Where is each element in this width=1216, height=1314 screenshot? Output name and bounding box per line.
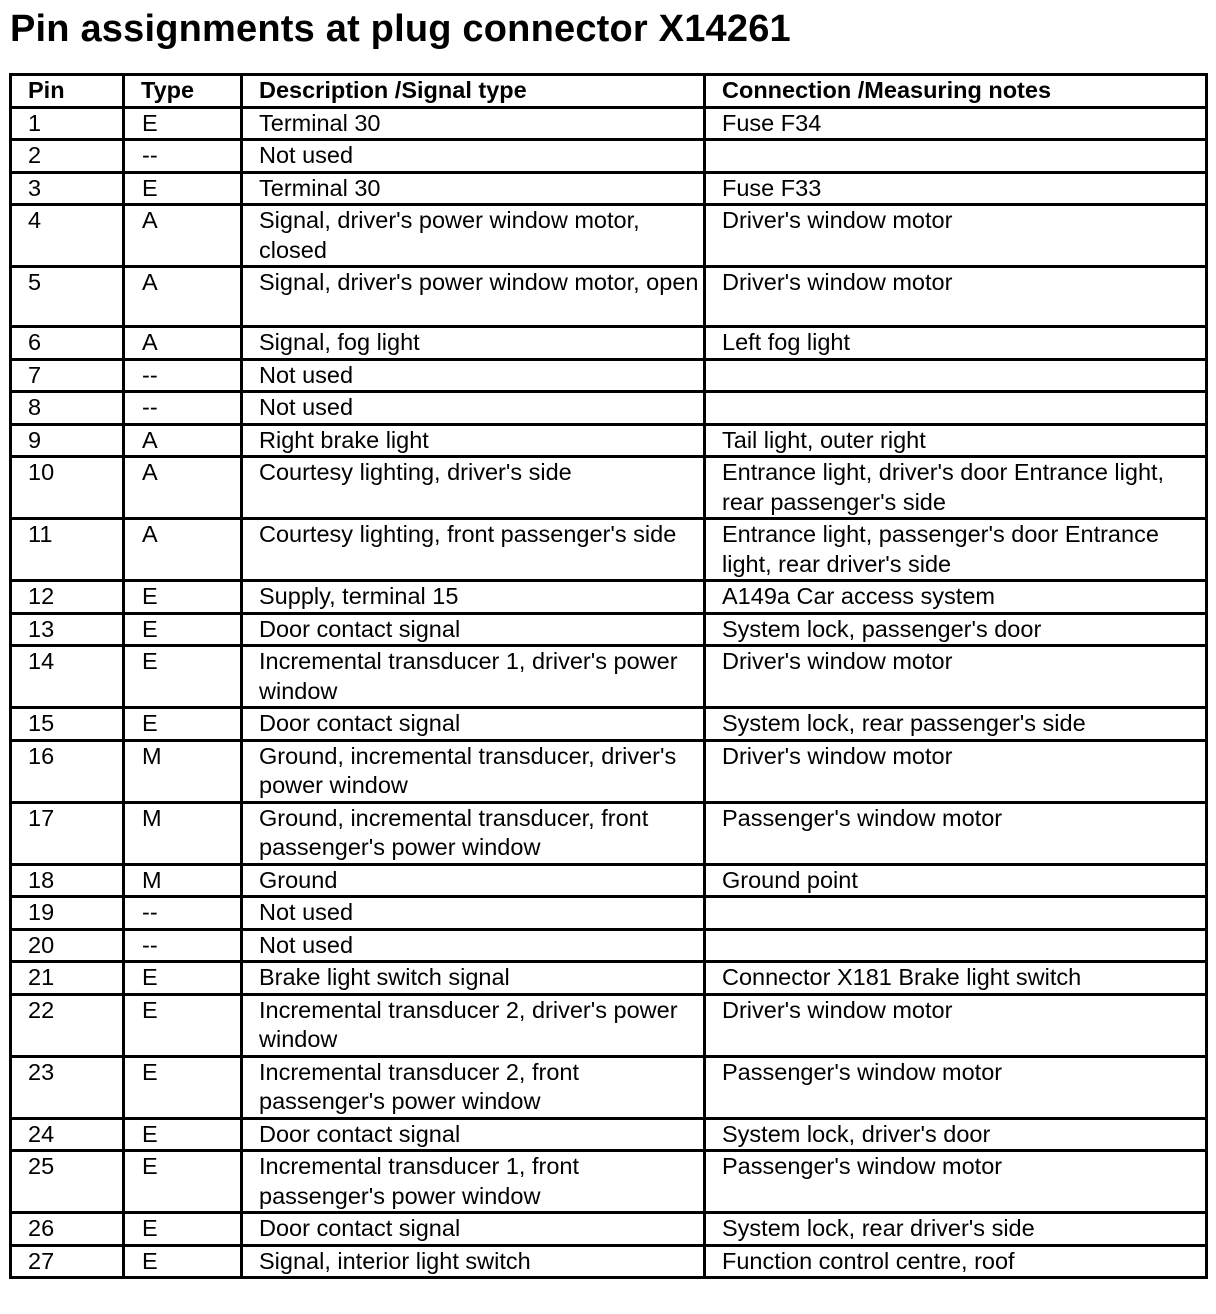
cell-type: M — [124, 864, 242, 897]
cell-type: E — [124, 962, 242, 995]
cell-pin: 1 — [11, 107, 124, 140]
table-row — [11, 107, 1207, 140]
cell-description: Right brake light — [242, 424, 705, 457]
cell-connection: Passenger's window motor — [705, 1056, 1207, 1118]
cell-type: M — [124, 740, 242, 802]
cell-description: Door contact signal — [242, 1118, 705, 1151]
cell-pin: 6 — [11, 327, 124, 360]
table-row — [11, 708, 1207, 741]
cell-description: Signal, fog light — [242, 327, 705, 360]
cell-type: E — [124, 107, 242, 140]
cell-pin: 8 — [11, 392, 124, 425]
cell-connection: Passenger's window motor — [705, 802, 1207, 864]
cell-pin: 3 — [11, 172, 124, 205]
pin-assignment-table — [9, 73, 1208, 1279]
table-row — [11, 581, 1207, 614]
cell-type: E — [124, 646, 242, 708]
cell-type: -- — [124, 897, 242, 930]
cell-type: A — [124, 457, 242, 519]
cell-type: -- — [124, 929, 242, 962]
cell-description: Incremental transducer 2, driver's power window — [242, 994, 705, 1056]
column-header-connection: Connection /Measuring notes — [705, 75, 1207, 108]
cell-description: Not used — [242, 359, 705, 392]
cell-connection: Fuse F34 — [705, 107, 1207, 140]
cell-connection: Driver's window motor — [705, 740, 1207, 802]
table-row — [11, 327, 1207, 360]
table-row — [11, 140, 1207, 173]
cell-description: Door contact signal — [242, 708, 705, 741]
cell-connection: Function control centre, roof — [705, 1245, 1207, 1278]
cell-description: Incremental transducer 1, driver's power window — [242, 646, 705, 708]
cell-pin: 27 — [11, 1245, 124, 1278]
cell-connection: Tail light, outer right — [705, 424, 1207, 457]
table-body — [11, 107, 1207, 1278]
table-row — [11, 740, 1207, 802]
table-row — [11, 613, 1207, 646]
table-row — [11, 457, 1207, 519]
cell-type: E — [124, 1118, 242, 1151]
cell-description: Ground, incremental transducer, driver's power window — [242, 740, 705, 802]
cell-pin: 5 — [11, 267, 124, 327]
cell-description: Not used — [242, 392, 705, 425]
cell-connection — [705, 359, 1207, 392]
cell-type: A — [124, 519, 242, 581]
table-row — [11, 802, 1207, 864]
cell-pin: 4 — [11, 205, 124, 267]
cell-description: Supply, terminal 15 — [242, 581, 705, 614]
cell-description: Door contact signal — [242, 613, 705, 646]
table-row — [11, 359, 1207, 392]
cell-connection: Entrance light, passenger's door Entrance light, rear driver's side — [705, 519, 1207, 581]
cell-connection: Connector X181 Brake light switch — [705, 962, 1207, 995]
table-row — [11, 864, 1207, 897]
page-title: Pin assignments at plug connector X14261 — [10, 8, 791, 50]
cell-connection: Driver's window motor — [705, 267, 1207, 327]
table-row — [11, 897, 1207, 930]
cell-pin: 16 — [11, 740, 124, 802]
cell-type: A — [124, 267, 242, 327]
cell-description: Not used — [242, 140, 705, 173]
cell-type: -- — [124, 392, 242, 425]
cell-connection — [705, 392, 1207, 425]
cell-type: E — [124, 581, 242, 614]
cell-type: E — [124, 994, 242, 1056]
cell-type: -- — [124, 140, 242, 173]
cell-connection: System lock, rear driver's side — [705, 1213, 1207, 1246]
cell-pin: 7 — [11, 359, 124, 392]
cell-description: Door contact signal — [242, 1213, 705, 1246]
cell-type: M — [124, 802, 242, 864]
cell-type: E — [124, 613, 242, 646]
cell-description: Ground, incremental transducer, front passenger's power window — [242, 802, 705, 864]
cell-type: A — [124, 205, 242, 267]
cell-pin: 23 — [11, 1056, 124, 1118]
cell-connection: Driver's window motor — [705, 994, 1207, 1056]
cell-pin: 17 — [11, 802, 124, 864]
table-row — [11, 205, 1207, 267]
cell-description: Ground — [242, 864, 705, 897]
cell-connection: Entrance light, driver's door Entrance light, rear passenger's side — [705, 457, 1207, 519]
cell-type: A — [124, 327, 242, 360]
cell-type: A — [124, 424, 242, 457]
column-header-description: Description /Signal type — [242, 75, 705, 108]
cell-type: E — [124, 172, 242, 205]
column-header-type: Type — [124, 75, 242, 108]
cell-pin: 10 — [11, 457, 124, 519]
cell-pin: 14 — [11, 646, 124, 708]
cell-pin: 20 — [11, 929, 124, 962]
cell-description: Not used — [242, 897, 705, 930]
cell-description: Incremental transducer 2, front passenger's power window — [242, 1056, 705, 1118]
cell-description: Terminal 30 — [242, 172, 705, 205]
table-header-row — [11, 75, 1207, 108]
cell-connection — [705, 140, 1207, 173]
cell-description: Signal, driver's power window motor, closed — [242, 205, 705, 267]
cell-pin: 19 — [11, 897, 124, 930]
cell-description: Terminal 30 — [242, 107, 705, 140]
cell-connection: System lock, driver's door — [705, 1118, 1207, 1151]
cell-type: -- — [124, 359, 242, 392]
cell-connection: Passenger's window motor — [705, 1151, 1207, 1213]
cell-connection: Driver's window motor — [705, 646, 1207, 708]
table-row — [11, 929, 1207, 962]
table-row — [11, 1056, 1207, 1118]
cell-pin: 15 — [11, 708, 124, 741]
cell-pin: 12 — [11, 581, 124, 614]
table-row — [11, 962, 1207, 995]
table-row — [11, 1245, 1207, 1278]
table-row — [11, 1213, 1207, 1246]
cell-pin: 9 — [11, 424, 124, 457]
table-row — [11, 519, 1207, 581]
cell-type: E — [124, 1056, 242, 1118]
cell-description: Signal, interior light switch — [242, 1245, 705, 1278]
table-row — [11, 1151, 1207, 1213]
cell-type: E — [124, 1213, 242, 1246]
column-header-pin: Pin — [11, 75, 124, 108]
cell-pin: 26 — [11, 1213, 124, 1246]
table-row — [11, 424, 1207, 457]
table-row — [11, 1118, 1207, 1151]
cell-pin: 18 — [11, 864, 124, 897]
cell-description: Brake light switch signal — [242, 962, 705, 995]
cell-connection: Driver's window motor — [705, 205, 1207, 267]
cell-description: Signal, driver's power window motor, open — [242, 267, 705, 327]
cell-description: Courtesy lighting, front passenger's side — [242, 519, 705, 581]
cell-connection — [705, 929, 1207, 962]
table-row — [11, 646, 1207, 708]
cell-pin: 25 — [11, 1151, 124, 1213]
cell-connection: System lock, rear passenger's side — [705, 708, 1207, 741]
cell-description: Courtesy lighting, driver's side — [242, 457, 705, 519]
table-row — [11, 994, 1207, 1056]
cell-type: E — [124, 1245, 242, 1278]
cell-pin: 11 — [11, 519, 124, 581]
cell-description: Not used — [242, 929, 705, 962]
table-row — [11, 392, 1207, 425]
cell-type: E — [124, 708, 242, 741]
cell-pin: 2 — [11, 140, 124, 173]
cell-description: Incremental transducer 1, front passenger's power window — [242, 1151, 705, 1213]
cell-connection: A149a Car access system — [705, 581, 1207, 614]
cell-pin: 21 — [11, 962, 124, 995]
cell-connection: System lock, passenger's door — [705, 613, 1207, 646]
cell-connection: Left fog light — [705, 327, 1207, 360]
cell-connection: Fuse F33 — [705, 172, 1207, 205]
cell-pin: 24 — [11, 1118, 124, 1151]
cell-type: E — [124, 1151, 242, 1213]
cell-pin: 22 — [11, 994, 124, 1056]
table-row — [11, 172, 1207, 205]
cell-connection — [705, 897, 1207, 930]
cell-connection: Ground point — [705, 864, 1207, 897]
cell-pin: 13 — [11, 613, 124, 646]
table-row — [11, 267, 1207, 327]
